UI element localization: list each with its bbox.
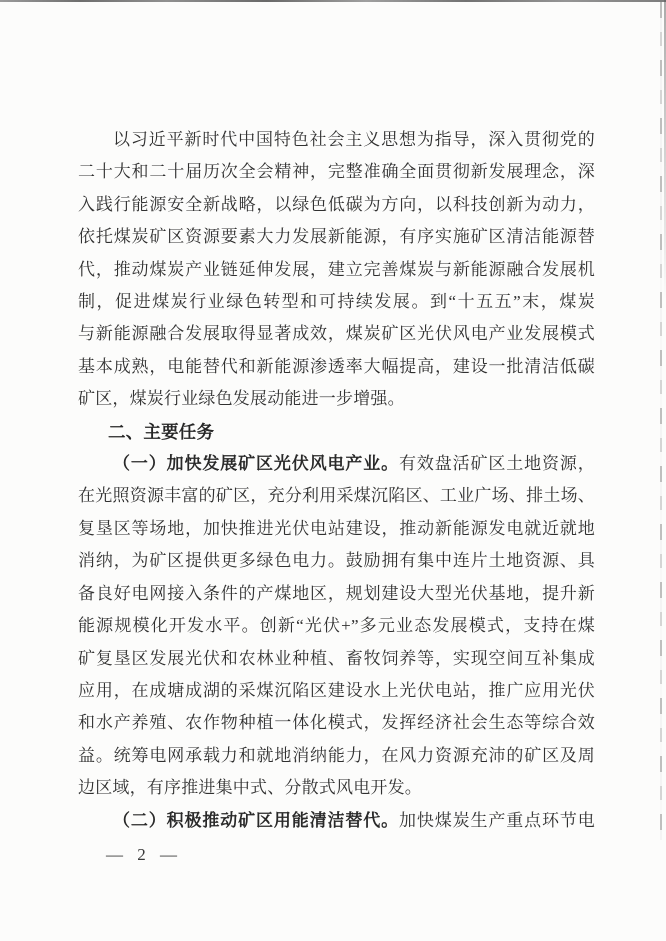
body-line: 制，促进煤炭行业绿色转型和可持续发展。到“十五五”末，煤炭	[78, 292, 595, 312]
document-body	[78, 124, 595, 837]
page-number: — 2 —	[106, 845, 182, 864]
body-line: 复垦区等场地，加快推进光伏电站建设，推动新能源发电就近就地	[78, 518, 595, 538]
body-line: 在光照资源丰富的矿区，充分利用采煤沉陷区、工业广场、排土场、	[78, 486, 595, 506]
body-line: 以习近平新时代中国特色社会主义思想为指导，深入贯彻党的	[113, 130, 595, 149]
body-line: 基本成熟，电能替代和新能源渗透率大幅提高，建设一批清洁低碳	[78, 356, 595, 376]
body-line: 消纳，为矿区提供更多绿色电力。鼓励拥有集中连片土地资源、具	[78, 551, 595, 571]
scan-edge-top-line	[0, 0, 666, 2]
body-text: 有效盘活矿区土地资源，	[399, 454, 595, 474]
body-text: 加快煤炭生产重点环节电	[399, 810, 595, 830]
body-line: 边区域，有序推进集中式、分散式风电开发。	[78, 778, 422, 798]
scan-edge-right-line	[660, 2, 662, 840]
section-heading: 二、主要任务	[108, 421, 215, 442]
body-line: 和水产养殖、农作物种植一体化模式，发挥经济社会生态等综合效	[78, 713, 595, 733]
body-line: 益。统筹电网承载力和就地消纳能力，在风力资源充沛的矿区及周	[78, 745, 595, 765]
body-line: 备良好电网接入条件的产煤地区，规划建设大型光伏基地，提升新	[78, 583, 595, 603]
body-line: 依托煤炭矿区资源要素大力发展新能源，有序实施矿区清洁能源替	[78, 227, 595, 247]
body-line: 与新能源融合发展取得显著成效，煤炭矿区光伏风电产业发展模式	[78, 324, 595, 344]
body-line: 代，推动煤炭产业链延伸发展，建立完善煤炭与新能源融合发展机	[78, 259, 595, 279]
body-line: 矿区，煤炭行业绿色发展动能进一步增强。	[78, 389, 405, 409]
body-line	[78, 805, 595, 837]
item-lead-bold: （二）积极推动矿区用能清洁替代。	[113, 810, 400, 830]
item-lead-bold: （一）加快发展矿区光伏风电产业。	[113, 454, 400, 474]
body-line: 二十大和二十届历次全会精神，完整准确全面贯彻新发展理念，深	[78, 162, 595, 182]
body-line	[78, 448, 595, 480]
body-line: 能源规模化开发水平。创新“光伏+”多元业态发展模式，支持在煤	[78, 616, 595, 636]
body-line: 应用，在成塘成湖的采煤沉陷区建设水上光伏电站，推广应用光伏	[78, 680, 595, 700]
body-line: 矿复垦区发展光伏和农林业种植、畜牧饲养等，实现空间互补集成	[78, 648, 595, 668]
body-line: 入践行能源安全新战略，以绿色低碳为方向，以科技创新为动力，	[78, 194, 595, 214]
